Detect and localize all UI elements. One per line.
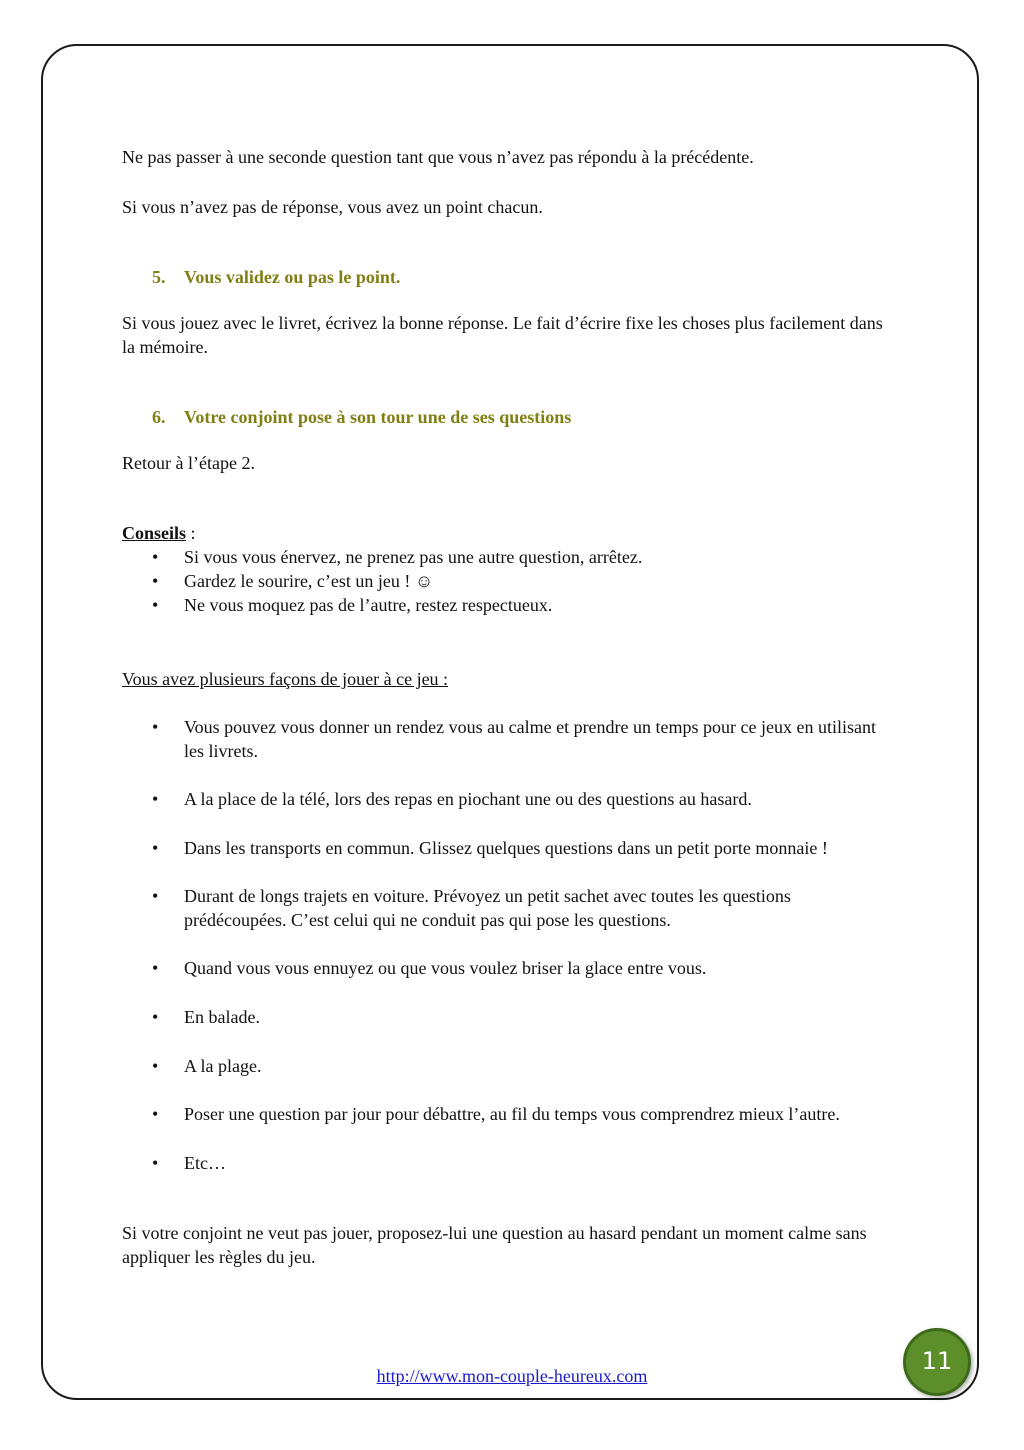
- list-item: • En balade.: [122, 1005, 897, 1029]
- page-content: [122, 145, 897, 1269]
- step-5-title: Vous validez ou pas le point.: [184, 267, 401, 287]
- step-6-title: Votre conjoint pose à son tour une de ses questions: [184, 407, 572, 427]
- conseils-label: Conseils: [122, 523, 187, 543]
- list-item: • A la place de la télé, lors des repas en piochant une ou des questions au hasard.: [122, 787, 897, 811]
- list-item: • Ne vous moquez pas de l’autre, restez respectueux.: [122, 593, 897, 617]
- list-item: • Durant de longs trajets en voiture. Prévoyez un petit sachet avec toutes les questions prédécoupées. C’est celui qui ne conduit pas qui pose les questions.: [122, 884, 897, 932]
- step-6-heading: [122, 405, 897, 429]
- list-item: • Etc…: [122, 1151, 897, 1175]
- list-item: • Dans les transports en commun. Glissez quelques questions dans un petit porte monnaie !: [122, 836, 897, 860]
- list-item: • Gardez le sourire, c’est un jeu ! ☺: [122, 569, 897, 593]
- step-6-number: 6.: [152, 407, 166, 427]
- intro-paragraph-2: Si vous n’avez pas de réponse, vous avez un point chacun.: [122, 197, 543, 217]
- conseils-list: [122, 545, 897, 617]
- step-5-heading: [122, 265, 897, 289]
- list-item: • A la plage.: [122, 1054, 897, 1078]
- page-number-badge: 11: [903, 1328, 971, 1396]
- intro-paragraph-1: Ne pas passer à une seconde question tant que vous n’avez pas répondu à la précédente.: [122, 147, 754, 167]
- list-item: • Si vous vous énervez, ne prenez pas une autre question, arrêtez.: [122, 545, 897, 569]
- ways-list: [122, 715, 897, 1175]
- list-item: • Poser une question par jour pour débattre, au fil du temps vous comprendrez mieux l’autre.: [122, 1102, 897, 1126]
- list-item: • Vous pouvez vous donner un rendez vous au calme et prendre un temps pour ce jeux en utilisant les livrets.: [122, 715, 897, 763]
- step-5-number: 5.: [152, 267, 166, 287]
- conseils-suffix: :: [186, 523, 196, 543]
- closing-paragraph: Si votre conjoint ne veut pas jouer, proposez-lui une question au hasard pendant un moment calme sans appliquer les règles du jeu.: [122, 1223, 867, 1267]
- step-5-text: Si vous jouez avec le livret, écrivez la bonne réponse. Le fait d’écrire fixe les choses plus facilement dans la mémoire.: [122, 313, 883, 357]
- ways-heading: Vous avez plusieurs façons de jouer à ce jeu :: [122, 669, 449, 689]
- list-item: • Quand vous vous ennuyez ou que vous voulez briser la glace entre vous.: [122, 956, 897, 980]
- step-6-text: Retour à l’étape 2.: [122, 453, 255, 473]
- conseils-heading: [122, 521, 897, 545]
- website-link[interactable]: http://www.mon-couple-heureux.com: [376, 1366, 648, 1386]
